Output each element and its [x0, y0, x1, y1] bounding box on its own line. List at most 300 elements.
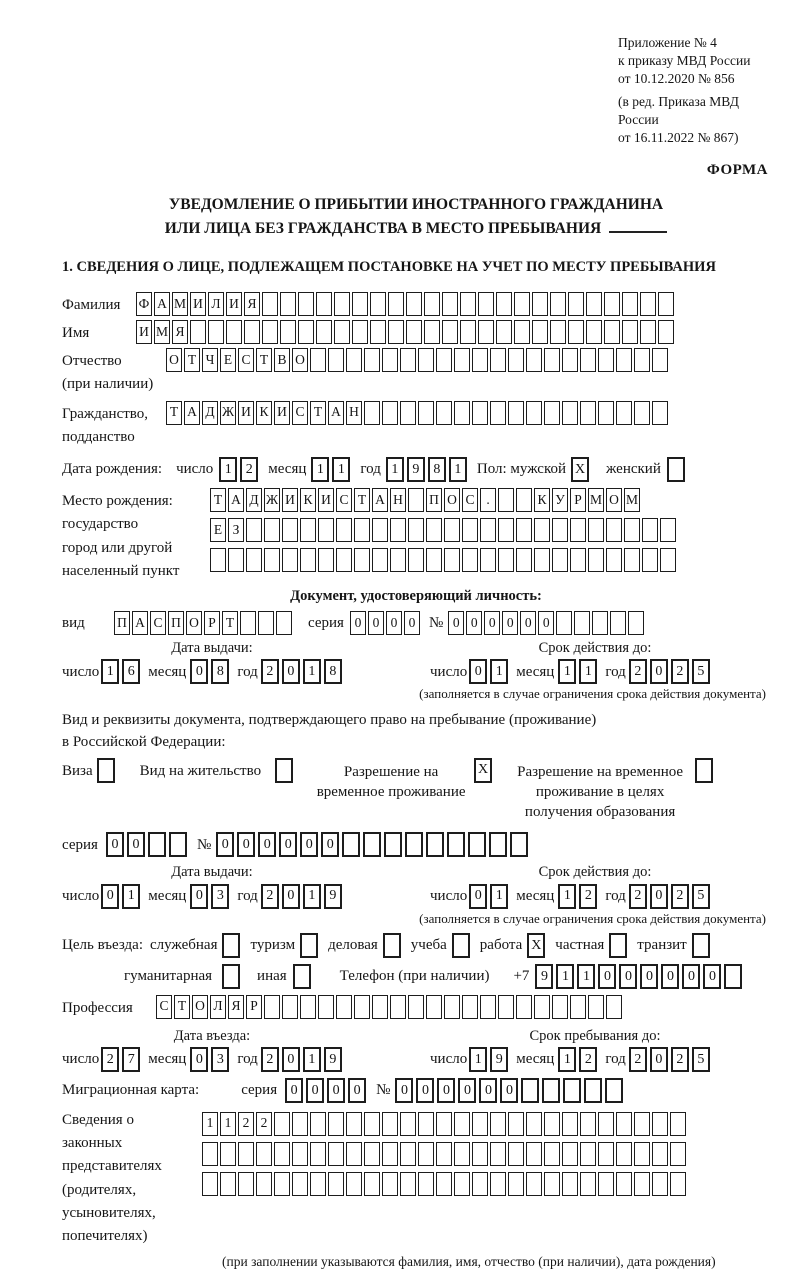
char-box[interactable] — [562, 1142, 578, 1166]
char-box[interactable]: 0 — [127, 832, 145, 857]
char-box[interactable] — [346, 1112, 362, 1136]
checkbox-cell[interactable] — [275, 758, 293, 783]
temp-residence-checkbox[interactable] — [474, 758, 495, 783]
char-box[interactable] — [388, 292, 404, 316]
char-box[interactable] — [640, 320, 656, 344]
char-box[interactable] — [652, 1112, 668, 1136]
char-box[interactable] — [544, 1112, 560, 1136]
char-box[interactable] — [570, 518, 586, 542]
char-box[interactable]: 1 — [469, 1047, 487, 1072]
checkbox-cell[interactable] — [293, 964, 311, 989]
char-box[interactable] — [426, 832, 444, 857]
char-box[interactable] — [562, 1172, 578, 1196]
char-box[interactable]: А — [372, 488, 388, 512]
char-box[interactable] — [460, 320, 476, 344]
char-box[interactable] — [490, 1112, 506, 1136]
char-box[interactable] — [238, 1142, 254, 1166]
char-box[interactable] — [202, 1142, 218, 1166]
entry-day[interactable] — [101, 1047, 143, 1072]
char-box[interactable] — [498, 488, 514, 512]
char-box[interactable] — [552, 548, 568, 572]
char-box[interactable]: О — [192, 995, 208, 1019]
char-box[interactable] — [400, 348, 416, 372]
char-box[interactable] — [584, 1078, 602, 1103]
char-box[interactable]: 0 — [190, 659, 208, 684]
char-box[interactable] — [276, 611, 292, 635]
char-box[interactable]: 0 — [321, 832, 339, 857]
char-box[interactable] — [264, 995, 280, 1019]
entry-year[interactable] — [261, 1047, 345, 1072]
char-box[interactable] — [542, 1078, 560, 1103]
char-box[interactable]: 0 — [650, 659, 668, 684]
char-box[interactable]: А — [184, 401, 200, 425]
char-box[interactable] — [354, 518, 370, 542]
char-box[interactable] — [604, 320, 620, 344]
char-box[interactable] — [634, 401, 650, 425]
char-box[interactable] — [580, 348, 596, 372]
char-box[interactable]: 9 — [535, 964, 553, 989]
visa-checkbox[interactable] — [97, 758, 118, 783]
char-box[interactable]: Ч — [202, 348, 218, 372]
char-box[interactable]: 0 — [190, 884, 208, 909]
char-box[interactable] — [634, 1142, 650, 1166]
char-box[interactable]: 2 — [671, 659, 689, 684]
char-box[interactable] — [400, 1142, 416, 1166]
char-box[interactable]: Т — [174, 995, 190, 1019]
char-box[interactable]: В — [274, 348, 290, 372]
char-box[interactable]: Ж — [220, 401, 236, 425]
char-box[interactable] — [436, 348, 452, 372]
char-box[interactable]: И — [238, 401, 254, 425]
char-box[interactable]: 2 — [261, 1047, 279, 1072]
char-box[interactable] — [346, 348, 362, 372]
char-box[interactable]: О — [606, 488, 622, 512]
char-box[interactable] — [588, 995, 604, 1019]
char-box[interactable] — [552, 518, 568, 542]
char-box[interactable] — [282, 995, 298, 1019]
char-box[interactable]: Ж — [264, 488, 280, 512]
char-box[interactable] — [316, 292, 332, 316]
char-box[interactable] — [526, 1142, 542, 1166]
char-box[interactable] — [220, 1142, 236, 1166]
char-box[interactable] — [652, 348, 668, 372]
char-box[interactable]: М — [624, 488, 640, 512]
char-box[interactable]: 1 — [122, 884, 140, 909]
purpose-private-checkbox[interactable] — [609, 933, 630, 958]
char-box[interactable]: 2 — [629, 659, 647, 684]
char-box[interactable] — [544, 348, 560, 372]
purpose-business-checkbox[interactable] — [383, 933, 404, 958]
char-box[interactable] — [652, 1142, 668, 1166]
citizenship-input[interactable] — [166, 401, 670, 425]
char-box[interactable] — [724, 964, 742, 989]
char-box[interactable]: 1 — [101, 659, 119, 684]
char-box[interactable]: 2 — [238, 1112, 254, 1136]
char-box[interactable]: 0 — [285, 1078, 303, 1103]
char-box[interactable]: Н — [390, 488, 406, 512]
char-box[interactable] — [588, 518, 604, 542]
char-box[interactable] — [670, 1112, 686, 1136]
char-box[interactable]: П — [114, 611, 130, 635]
purpose-tourism-checkbox[interactable] — [300, 933, 321, 958]
char-box[interactable] — [534, 518, 550, 542]
char-box[interactable] — [454, 1112, 470, 1136]
char-box[interactable] — [468, 832, 486, 857]
char-box[interactable] — [426, 548, 442, 572]
char-box[interactable] — [238, 1172, 254, 1196]
char-box[interactable] — [424, 320, 440, 344]
iddoc-issue-day[interactable] — [101, 659, 143, 684]
char-box[interactable]: 0 — [650, 884, 668, 909]
doc-type-input[interactable] — [114, 611, 294, 635]
char-box[interactable] — [346, 1142, 362, 1166]
char-box[interactable]: И — [136, 320, 152, 344]
char-box[interactable] — [622, 292, 638, 316]
char-box[interactable]: 0 — [258, 832, 276, 857]
char-box[interactable]: 0 — [598, 964, 616, 989]
char-box[interactable]: С — [292, 401, 308, 425]
char-box[interactable] — [460, 292, 476, 316]
char-box[interactable]: Р — [246, 995, 262, 1019]
char-box[interactable] — [480, 518, 496, 542]
char-box[interactable]: 6 — [122, 659, 140, 684]
char-box[interactable] — [516, 518, 532, 542]
sex-male-checkbox[interactable] — [571, 457, 592, 482]
migcard-seria-input[interactable] — [285, 1078, 369, 1103]
char-box[interactable] — [544, 401, 560, 425]
checkbox-cell[interactable] — [300, 933, 318, 958]
char-box[interactable]: Ф — [136, 292, 152, 316]
char-box[interactable]: 1 — [449, 457, 467, 482]
char-box[interactable] — [400, 1172, 416, 1196]
residence-permit-checkbox[interactable] — [275, 758, 296, 783]
char-box[interactable] — [310, 348, 326, 372]
char-box[interactable] — [292, 1172, 308, 1196]
char-box[interactable]: 0 — [484, 611, 500, 635]
char-box[interactable] — [292, 1142, 308, 1166]
char-box[interactable]: 2 — [261, 659, 279, 684]
iddoc-valid-day[interactable] — [469, 659, 511, 684]
char-box[interactable] — [604, 292, 620, 316]
sex-female-checkbox[interactable] — [667, 457, 688, 482]
char-box[interactable] — [382, 1112, 398, 1136]
char-box[interactable]: 1 — [303, 659, 321, 684]
char-box[interactable]: 0 — [282, 659, 300, 684]
char-box[interactable]: 5 — [692, 884, 710, 909]
char-box[interactable]: 9 — [324, 1047, 342, 1072]
char-box[interactable]: 2 — [101, 1047, 119, 1072]
char-box[interactable] — [660, 548, 676, 572]
char-box[interactable] — [370, 320, 386, 344]
char-box[interactable]: 2 — [261, 884, 279, 909]
char-box[interactable] — [280, 320, 296, 344]
birthplace-line2-input[interactable] — [210, 518, 678, 542]
char-box[interactable] — [408, 488, 424, 512]
char-box[interactable]: 2 — [579, 884, 597, 909]
char-box[interactable]: 0 — [306, 1078, 324, 1103]
char-box[interactable] — [426, 995, 442, 1019]
char-box[interactable]: 0 — [350, 611, 366, 635]
char-box[interactable]: М — [172, 292, 188, 316]
char-box[interactable]: 0 — [190, 1047, 208, 1072]
char-box[interactable]: Л — [210, 995, 226, 1019]
char-box[interactable] — [606, 518, 622, 542]
char-box[interactable] — [280, 292, 296, 316]
char-box[interactable] — [246, 548, 262, 572]
char-box[interactable]: 0 — [348, 1078, 366, 1103]
char-box[interactable]: М — [588, 488, 604, 512]
char-box[interactable] — [372, 995, 388, 1019]
char-box[interactable]: 0 — [650, 1047, 668, 1072]
char-box[interactable] — [148, 832, 166, 857]
char-box[interactable] — [628, 611, 644, 635]
char-box[interactable] — [328, 1142, 344, 1166]
resdoc-valid-day[interactable] — [469, 884, 511, 909]
char-box[interactable] — [256, 1172, 272, 1196]
checkbox-cell[interactable]: X — [527, 933, 545, 958]
char-box[interactable] — [562, 348, 578, 372]
char-box[interactable] — [442, 320, 458, 344]
char-box[interactable]: 0 — [479, 1078, 497, 1103]
migcard-num-input[interactable] — [395, 1078, 626, 1103]
checkbox-cell[interactable] — [222, 964, 240, 989]
char-box[interactable] — [490, 401, 506, 425]
char-box[interactable] — [406, 292, 422, 316]
char-box[interactable] — [598, 1172, 614, 1196]
char-box[interactable] — [550, 320, 566, 344]
char-box[interactable] — [282, 518, 298, 542]
char-box[interactable] — [408, 518, 424, 542]
char-box[interactable] — [310, 1142, 326, 1166]
char-box[interactable] — [208, 320, 224, 344]
birth-day-input[interactable] — [219, 457, 261, 482]
temp-residence-education-checkbox[interactable] — [695, 758, 716, 783]
char-box[interactable]: 1 — [558, 1047, 576, 1072]
birthplace-line1-input[interactable] — [210, 488, 678, 512]
char-box[interactable] — [616, 401, 632, 425]
char-box[interactable]: У — [552, 488, 568, 512]
char-box[interactable]: 1 — [303, 1047, 321, 1072]
iddoc-valid-month[interactable] — [558, 659, 600, 684]
char-box[interactable] — [610, 611, 626, 635]
char-box[interactable]: 0 — [368, 611, 384, 635]
char-box[interactable] — [274, 1112, 290, 1136]
char-box[interactable] — [526, 401, 542, 425]
char-box[interactable]: 8 — [211, 659, 229, 684]
char-box[interactable] — [526, 348, 542, 372]
char-box[interactable] — [328, 1112, 344, 1136]
stay-day[interactable] — [469, 1047, 511, 1072]
char-box[interactable] — [472, 401, 488, 425]
char-box[interactable]: 2 — [671, 1047, 689, 1072]
char-box[interactable] — [498, 518, 514, 542]
iddoc-valid-year[interactable] — [629, 659, 713, 684]
char-box[interactable] — [310, 1112, 326, 1136]
char-box[interactable]: 0 — [538, 611, 554, 635]
char-box[interactable]: 1 — [303, 884, 321, 909]
char-box[interactable] — [408, 995, 424, 1019]
char-box[interactable] — [526, 1112, 542, 1136]
char-box[interactable] — [400, 1112, 416, 1136]
char-box[interactable] — [660, 518, 676, 542]
char-box[interactable]: 0 — [640, 964, 658, 989]
char-box[interactable]: 3 — [211, 884, 229, 909]
char-box[interactable]: Т — [210, 488, 226, 512]
char-box[interactable]: 0 — [300, 832, 318, 857]
char-box[interactable] — [508, 401, 524, 425]
char-box[interactable]: 0 — [386, 611, 402, 635]
iddoc-issue-year[interactable] — [261, 659, 345, 684]
char-box[interactable] — [442, 292, 458, 316]
char-box[interactable] — [336, 548, 352, 572]
resdoc-issue-year[interactable] — [261, 884, 345, 909]
char-box[interactable]: 9 — [490, 1047, 508, 1072]
char-box[interactable] — [652, 401, 668, 425]
char-box[interactable]: О — [186, 611, 202, 635]
char-box[interactable] — [568, 292, 584, 316]
char-box[interactable]: И — [190, 292, 206, 316]
char-box[interactable] — [532, 320, 548, 344]
char-box[interactable] — [363, 832, 381, 857]
char-box[interactable] — [336, 518, 352, 542]
char-box[interactable] — [462, 995, 478, 1019]
char-box[interactable] — [586, 320, 602, 344]
checkbox-cell[interactable]: X — [571, 457, 589, 482]
char-box[interactable]: Е — [210, 518, 226, 542]
char-box[interactable]: А — [228, 488, 244, 512]
char-box[interactable]: 5 — [692, 1047, 710, 1072]
char-box[interactable]: 0 — [395, 1078, 413, 1103]
char-box[interactable] — [490, 1142, 506, 1166]
char-box[interactable] — [670, 1142, 686, 1166]
doc-seria-input[interactable] — [350, 611, 422, 635]
char-box[interactable] — [282, 548, 298, 572]
char-box[interactable] — [246, 518, 262, 542]
char-box[interactable] — [580, 1112, 596, 1136]
purpose-official-checkbox[interactable] — [222, 933, 243, 958]
char-box[interactable] — [462, 518, 478, 542]
char-box[interactable]: 1 — [386, 457, 404, 482]
char-box[interactable]: Я — [244, 292, 260, 316]
char-box[interactable] — [298, 320, 314, 344]
char-box[interactable]: П — [426, 488, 442, 512]
char-box[interactable] — [202, 1172, 218, 1196]
char-box[interactable] — [352, 292, 368, 316]
char-box[interactable] — [454, 348, 470, 372]
char-box[interactable] — [262, 292, 278, 316]
char-box[interactable]: 1 — [579, 659, 597, 684]
char-box[interactable] — [169, 832, 187, 857]
char-box[interactable] — [454, 1172, 470, 1196]
representatives-line3-input[interactable] — [202, 1172, 688, 1196]
char-box[interactable] — [418, 348, 434, 372]
char-box[interactable] — [570, 548, 586, 572]
char-box[interactable] — [624, 548, 640, 572]
char-box[interactable] — [244, 320, 260, 344]
entry-month[interactable] — [190, 1047, 232, 1072]
char-box[interactable] — [652, 1172, 668, 1196]
char-box[interactable]: С — [462, 488, 478, 512]
char-box[interactable]: Р — [570, 488, 586, 512]
stay-year[interactable] — [629, 1047, 713, 1072]
char-box[interactable] — [426, 518, 442, 542]
char-box[interactable] — [352, 320, 368, 344]
char-box[interactable] — [346, 1172, 362, 1196]
char-box[interactable] — [418, 1142, 434, 1166]
char-box[interactable]: 0 — [106, 832, 124, 857]
char-box[interactable] — [592, 611, 608, 635]
char-box[interactable] — [220, 1172, 236, 1196]
char-box[interactable] — [526, 1172, 542, 1196]
char-box[interactable] — [598, 401, 614, 425]
char-box[interactable] — [472, 348, 488, 372]
char-box[interactable] — [292, 1112, 308, 1136]
char-box[interactable] — [508, 1112, 524, 1136]
char-box[interactable] — [598, 348, 614, 372]
char-box[interactable] — [598, 1112, 614, 1136]
char-box[interactable] — [364, 1142, 380, 1166]
char-box[interactable]: 1 — [202, 1112, 218, 1136]
char-box[interactable]: А — [154, 292, 170, 316]
char-box[interactable] — [274, 1142, 290, 1166]
char-box[interactable] — [489, 832, 507, 857]
resdoc-valid-year[interactable] — [629, 884, 713, 909]
char-box[interactable]: 2 — [671, 884, 689, 909]
char-box[interactable] — [514, 292, 530, 316]
char-box[interactable] — [588, 548, 604, 572]
char-box[interactable]: 1 — [558, 884, 576, 909]
char-box[interactable]: А — [132, 611, 148, 635]
char-box[interactable]: 2 — [579, 1047, 597, 1072]
char-box[interactable]: Д — [202, 401, 218, 425]
surname-input[interactable] — [136, 292, 676, 316]
char-box[interactable] — [634, 1172, 650, 1196]
char-box[interactable] — [616, 1112, 632, 1136]
char-box[interactable] — [534, 995, 550, 1019]
resdoc-valid-month[interactable] — [558, 884, 600, 909]
checkbox-cell[interactable] — [97, 758, 115, 783]
char-box[interactable]: 1 — [311, 457, 329, 482]
char-box[interactable] — [472, 1142, 488, 1166]
char-box[interactable]: 0 — [500, 1078, 518, 1103]
char-box[interactable] — [580, 1172, 596, 1196]
char-box[interactable]: 2 — [240, 457, 258, 482]
char-box[interactable]: 1 — [490, 659, 508, 684]
char-box[interactable] — [480, 995, 496, 1019]
char-box[interactable]: 1 — [556, 964, 574, 989]
char-box[interactable]: О — [444, 488, 460, 512]
representatives-line1-input[interactable] — [202, 1112, 688, 1136]
char-box[interactable] — [498, 995, 514, 1019]
char-box[interactable]: И — [226, 292, 242, 316]
char-box[interactable]: 5 — [692, 659, 710, 684]
birth-year-input[interactable] — [386, 457, 470, 482]
char-box[interactable] — [382, 1172, 398, 1196]
char-box[interactable] — [256, 1142, 272, 1166]
char-box[interactable] — [478, 320, 494, 344]
char-box[interactable]: С — [238, 348, 254, 372]
char-box[interactable] — [516, 995, 532, 1019]
char-box[interactable] — [328, 1172, 344, 1196]
char-box[interactable]: К — [534, 488, 550, 512]
char-box[interactable] — [642, 548, 658, 572]
char-box[interactable] — [384, 832, 402, 857]
char-box[interactable] — [328, 348, 344, 372]
patronymic-input[interactable] — [166, 348, 670, 372]
checkbox-cell[interactable] — [222, 933, 240, 958]
char-box[interactable] — [642, 518, 658, 542]
char-box[interactable]: 0 — [279, 832, 297, 857]
